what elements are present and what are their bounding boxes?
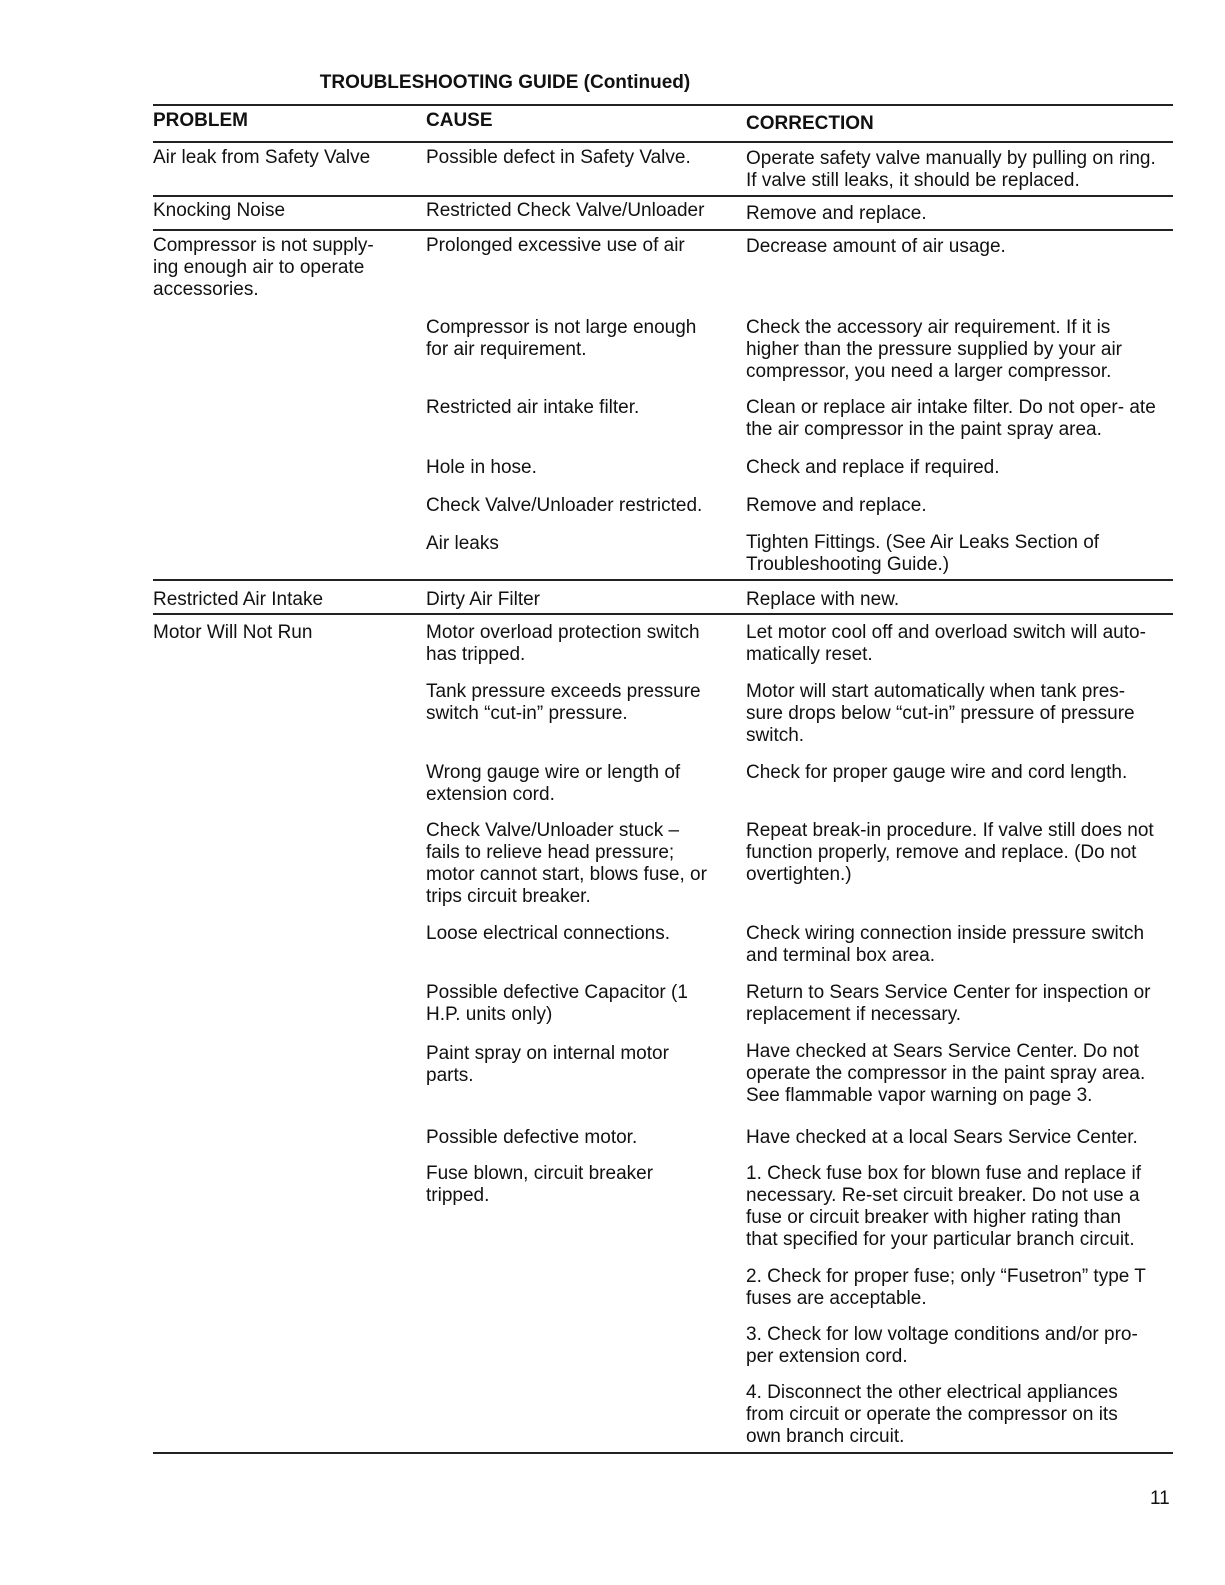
table-rule-header bbox=[153, 141, 1173, 143]
correction-cell: Check for proper gauge wire and cord length. bbox=[746, 762, 1128, 783]
cause-cell: Hole in hose. bbox=[426, 457, 537, 478]
problem-cell: Restricted Air Intake bbox=[153, 589, 324, 610]
cause-cell: Restricted air intake filter. bbox=[426, 397, 640, 418]
table-rule-row2 bbox=[153, 229, 1173, 231]
page-number: 11 bbox=[1150, 1488, 1170, 1509]
cause-cell: Dirty Air Filter bbox=[426, 589, 540, 610]
cause-cell: Tank pressure exceeds pressure switch “cut-in” pressure. bbox=[426, 681, 701, 724]
correction-cell: 4. Disconnect the other electrical appliances from circuit or operate the compressor on its own branch circuit. bbox=[746, 1382, 1118, 1447]
cause-cell: Loose electrical connections. bbox=[426, 923, 670, 944]
cause-cell: Possible defective motor. bbox=[426, 1127, 638, 1148]
header-problem: PROBLEM bbox=[153, 110, 248, 131]
page-title: TROUBLESHOOTING GUIDE (Continued) bbox=[319, 72, 691, 93]
cause-cell: Check Valve/Unloader stuck – fails to relieve head pressure; motor cannot start, blows fuse, or trips circuit breaker. bbox=[426, 820, 707, 907]
cause-cell: Possible defective Capacitor (1 H.P. units only) bbox=[426, 982, 688, 1025]
correction-cell: Tighten Fittings. (See Air Leaks Section of Troubleshooting Guide.) bbox=[746, 532, 1100, 575]
correction-cell: 1. Check fuse box for blown fuse and replace if necessary. Re-set circuit breaker. Do not use a fuse or circuit breaker with higher rating than that specified for your particular branch circuit. bbox=[746, 1163, 1142, 1250]
table-rule-row4 bbox=[153, 613, 1173, 615]
correction-cell: Let motor cool off and overload switch will auto- matically reset. bbox=[746, 622, 1146, 665]
cause-cell: Possible defect in Safety Valve. bbox=[426, 147, 691, 168]
correction-cell: Remove and replace. bbox=[746, 203, 927, 224]
correction-cell: Have checked at a local Sears Service Center. bbox=[746, 1127, 1138, 1148]
table-rule-row1 bbox=[153, 195, 1173, 197]
correction-cell: Decrease amount of air usage. bbox=[746, 236, 1006, 257]
table-rule-bottom bbox=[153, 1452, 1173, 1454]
problem-cell: Compressor is not supply- ing enough air to operate accessories. bbox=[153, 235, 374, 300]
cause-cell: Air leaks bbox=[426, 533, 499, 554]
cause-cell: Paint spray on internal motor parts. bbox=[426, 1043, 669, 1086]
problem-cell: Knocking Noise bbox=[153, 200, 286, 221]
correction-cell: Remove and replace. bbox=[746, 495, 927, 516]
correction-cell: Motor will start automatically when tank pres- sure drops below “cut-in” pressure of pressure switch. bbox=[746, 681, 1135, 746]
cause-cell: Compressor is not large enough for air requirement. bbox=[426, 317, 697, 360]
problem-cell: Motor Will Not Run bbox=[153, 622, 313, 643]
correction-cell: Operate safety valve manually by pulling on ring. If valve still leaks, it should be replaced. bbox=[746, 148, 1156, 191]
correction-cell: 3. Check for low voltage conditions and/or pro- per extension cord. bbox=[746, 1324, 1138, 1367]
correction-cell: Repeat break-in procedure. If valve still does not function properly, remove and replace. (Do not overtighten.) bbox=[746, 820, 1154, 885]
correction-cell: Check the accessory air requirement. If it is higher than the pressure supplied by your air compressor, you need a larger compressor. bbox=[746, 317, 1123, 382]
correction-cell: Clean or replace air intake filter. Do not oper- ate the air compressor in the paint spray area. bbox=[746, 397, 1156, 440]
correction-cell: Check wiring connection inside pressure switch and terminal box area. bbox=[746, 923, 1145, 966]
correction-cell: Replace with new. bbox=[746, 589, 900, 610]
correction-cell: 2. Check for proper fuse; only “Fusetron” type T fuses are acceptable. bbox=[746, 1266, 1146, 1309]
header-correction: CORRECTION bbox=[746, 113, 874, 134]
cause-cell: Wrong gauge wire or length of extension cord. bbox=[426, 762, 681, 805]
table-rule-top bbox=[153, 104, 1173, 106]
cause-cell: Motor overload protection switch has tripped. bbox=[426, 622, 700, 665]
correction-cell: Have checked at Sears Service Center. Do not operate the compressor in the paint spray area. See flammable vapor warning on page 3. bbox=[746, 1041, 1146, 1106]
cause-cell: Restricted Check Valve/Unloader bbox=[426, 200, 705, 221]
problem-cell: Air leak from Safety Valve bbox=[153, 147, 371, 168]
cause-cell: Check Valve/Unloader restricted. bbox=[426, 495, 703, 516]
correction-cell: Return to Sears Service Center for inspection or replacement if necessary. bbox=[746, 982, 1151, 1025]
cause-cell: Prolonged excessive use of air bbox=[426, 235, 685, 256]
correction-cell: Check and replace if required. bbox=[746, 457, 1000, 478]
table-rule-row3 bbox=[153, 579, 1173, 581]
cause-cell: Fuse blown, circuit breaker tripped. bbox=[426, 1163, 654, 1206]
header-cause: CAUSE bbox=[426, 110, 493, 131]
